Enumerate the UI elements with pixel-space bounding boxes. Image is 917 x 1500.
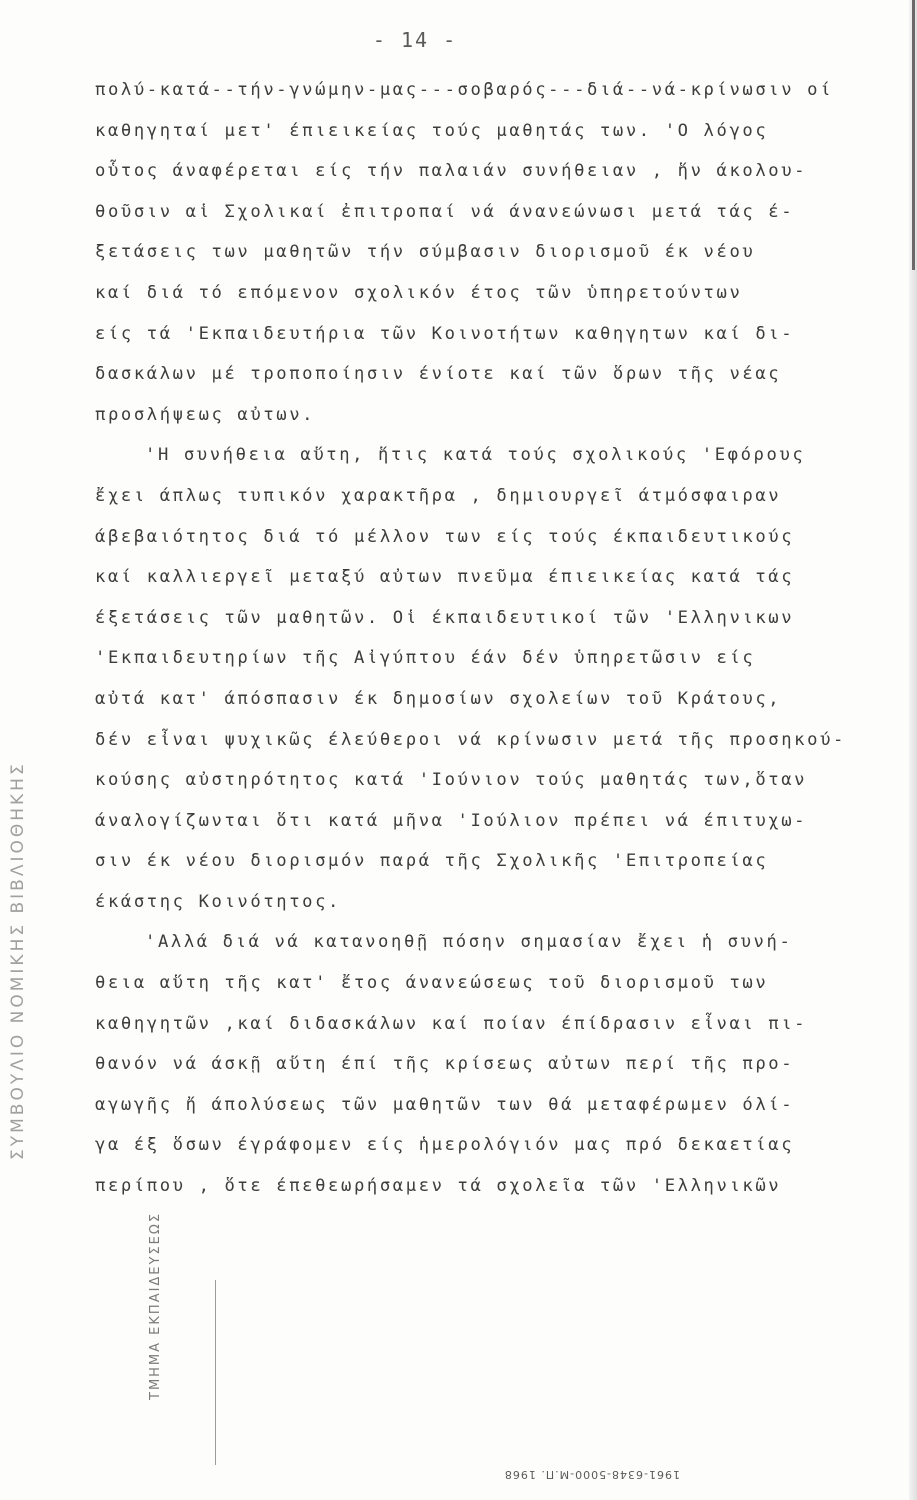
text-line: προσλήψεως αὐτων. bbox=[95, 404, 316, 425]
paragraph-start-line: 'Η συνήθεια αὕτη, ἥτις κατά τούς σχολικούς 'Εφόρους bbox=[145, 445, 806, 466]
text-line: 'Εκπαιδευτηρίων τῆς Αἰγύπτου έάν δέν ὑπηρετῶσιν είς bbox=[95, 648, 756, 669]
text-line: θανόν νά άσκῇ αὕτη έπί τῆς κρίσεως αὐτων περί τῆς προ- bbox=[95, 1054, 795, 1075]
text-line: αὐτά κατ' άπόσπασιν έκ δημοσίων σχολείων τοῦ Κράτους, bbox=[95, 688, 782, 709]
page-number: - 14 - bbox=[372, 28, 458, 52]
text-line: καθηγηταί μετ' έπιεικείας τούς μαθητάς των. 'Ο λόγος bbox=[95, 120, 769, 141]
text-line: έξετάσεις τῶν μαθητῶν. Οἱ έκπαιδευτικοί τῶν 'Ελληνικων bbox=[95, 607, 795, 628]
text-line: δασκάλων μέ τροποποίησιν ένίοτε καί τῶν ὅρων τῆς νέας bbox=[95, 364, 782, 385]
archive-label: ΤΜΗΜΑ ΕΚΠΑΙΔΕΥΣΕΩΣ bbox=[148, 1211, 163, 1400]
text-line: άναλογίζωνται ὅτι κατά μῆνα 'Ιούλιον πρέπει νά έπιτυχω- bbox=[95, 810, 808, 831]
text-line: σιν έκ νέου διορισμόν παρά τῆς Σχολικῆς 'Επιτροπείας bbox=[95, 851, 769, 872]
text-line: γα έξ ὅσων έγράφομεν είς ἡμερολόγιόν μας πρό δεκαετίας bbox=[95, 1135, 795, 1156]
text-line: κούσης αὐστηρότητος κατά 'Ιούνιον τούς μαθητάς των,ὅταν bbox=[95, 770, 808, 791]
typewritten-text bbox=[95, 70, 895, 1207]
text-line: είς τά 'Εκπαιδευτήρια τῶν Κοινοτήτων καθηγητων καί δι- bbox=[95, 323, 795, 344]
text-line: θεια αὕτη τῆς κατ' ἔτος άνανεώσεως τοῦ διορισμοῦ των bbox=[95, 973, 769, 994]
text-line: περίπου , ὅτε έπεθεωρήσαμεν τά σχολεῖα τῶν 'Ελληνικῶν bbox=[95, 1176, 782, 1197]
text-line: ξετάσεις των μαθητῶν τήν σύμβασιν διορισμοῦ έκ νέου bbox=[95, 242, 756, 263]
margin-stamp: ΣΥΜΒΟΥΛΙΟ ΝΟΜΙΚΗΣ ΒΙΒΛΙΟΘΗΚΗΣ bbox=[8, 761, 28, 1160]
text-line: καθηγητῶν ,καί διδασκάλων καί ποίαν έπίδρασιν εἶναι πι- bbox=[95, 1013, 808, 1034]
text-line: οὗτος άναφέρεται είς τήν παλαιάν συνήθειαν , ἥν άκολου- bbox=[95, 161, 808, 182]
page-edge-shadow bbox=[912, 0, 915, 270]
text-line: αγωγῆς ἤ άπολύσεως τῶν μαθητῶν των θά μεταφέρωμεν όλί- bbox=[95, 1094, 795, 1115]
text-line: καί καλλιεργεῖ μεταξύ αὐτων πνεῦμα έπιεικείας κατά τάς bbox=[95, 567, 795, 588]
margin-rule bbox=[215, 1280, 216, 1465]
text-line: καί διά τό επόμενον σχολικόν έτος τῶν ὑπηρετούντων bbox=[95, 282, 743, 303]
text-line: έκάστης Κοινότητος. bbox=[95, 891, 342, 912]
text-line: άβεβαιότητος διά τό μέλλον των είς τούς έκπαιδευτικούς bbox=[95, 526, 795, 547]
printer-imprint: 1961-6348-5000-Μ.Π. 1968 bbox=[503, 1468, 680, 1481]
text-line: θοῦσιν αἱ Σχολικαί ἐπιτροπαί νά άνανεώνωσι μετά τάς έ- bbox=[95, 201, 795, 222]
left-margin bbox=[0, 0, 60, 1500]
text-line: πολύ-κατά--τήν-γνώμην-μας---σοβαρός---διά--νά-κρίνωσιν οί bbox=[95, 80, 834, 100]
paragraph-start-line: 'Αλλά διά νά κατανοηθῇ πόσην σημασίαν ἔχει ἡ συνή- bbox=[145, 932, 793, 953]
text-line: δέν εἶναι ψυχικῶς έλεύθεροι νά κρίνωσιν μετά τῆς προσηκού- bbox=[95, 729, 846, 750]
text-line: ἔχει άπλως τυπικόν χαρακτῆρα , δημιουργεῖ άτμόσφαιραν bbox=[95, 485, 782, 506]
